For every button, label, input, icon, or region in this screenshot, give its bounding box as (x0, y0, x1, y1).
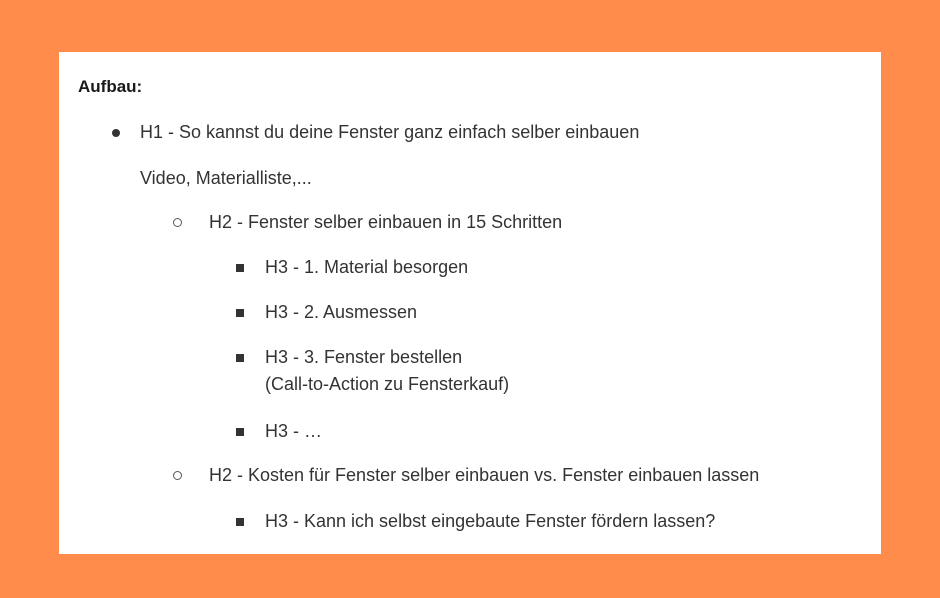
square-bullet-icon (236, 518, 244, 526)
h1-item: H1 - So kannst du deine Fenster ganz einfach selber einbauen (140, 122, 640, 142)
h3-item-material: H3 - 1. Material besorgen (265, 257, 469, 277)
h3-item-ausmessen: H3 - 2. Ausmessen (265, 302, 418, 322)
h2-item-schritte: H2 - Fenster selber einbauen in 15 Schritten (209, 212, 563, 232)
h2-item-kosten: H2 - Kosten für Fenster selber einbauen vs. Fenster einbauen lassen (209, 465, 760, 485)
circle-bullet-icon (173, 471, 182, 480)
square-bullet-icon (236, 354, 244, 362)
h1-note: Video, Materialliste,... (140, 168, 312, 188)
square-bullet-icon (236, 309, 244, 317)
square-bullet-icon (236, 428, 244, 436)
h3-item-bestellen-note: (Call-to-Action zu Fensterkauf) (265, 374, 510, 394)
disc-bullet-icon (112, 129, 120, 137)
outline-heading: Aufbau: (78, 77, 143, 96)
h3-item-ellipsis: H3 - … (265, 421, 323, 441)
document-card (59, 52, 881, 554)
circle-bullet-icon (173, 218, 182, 227)
square-bullet-icon (236, 264, 244, 272)
h3-item-foerdern: H3 - Kann ich selbst eingebaute Fenster fördern lassen? (265, 511, 716, 531)
h3-item-bestellen: H3 - 3. Fenster bestellen (265, 347, 463, 367)
